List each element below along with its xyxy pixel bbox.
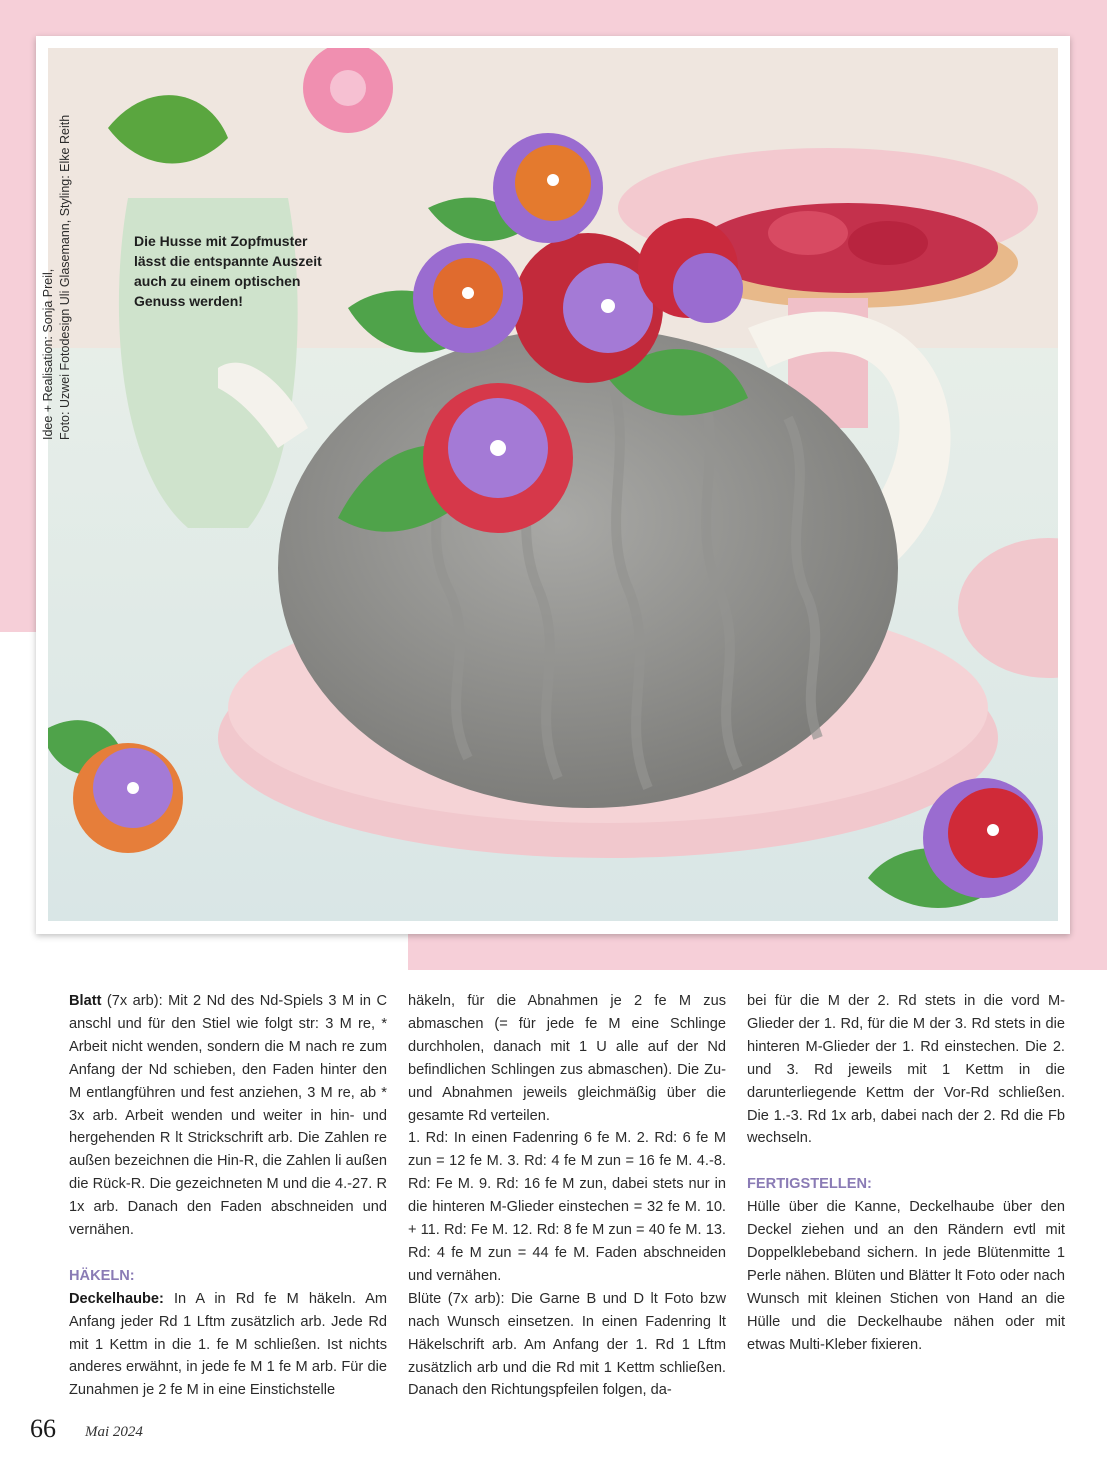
page-number: 66: [30, 1414, 56, 1443]
issue-date: Mai 2024: [85, 1424, 143, 1440]
rounds-paragraph: 1. Rd: In einen Fadenring 6 fe M. 2. Rd: 6 fe M zun = 12 fe M. 3. Rd: 4 fe M zun = 16 fe M. 4.-8. Rd: Fe M. 9. Rd: 16 fe M zun, dabei stets nur in die hinteren M-Glieder einstechen = 32 fe M. 10. + 11. Rd: Fe M. 12. Rd: 8 fe M zun = 40 fe M. 13. Rd: 4 fe M zun = 44 fe M. Faden abschneiden und vernähen.: [408, 1130, 726, 1284]
abnahmen-paragraph: häkeln, für die Abnahmen je 2 fe M zus abmaschen (= für jede fe M eine Schlinge durchholen, danach mit 1 U alle auf der Nd befindlichen Schlingen zus abmaschen). Die Zu- und Abnahmen jeweils gleichmäßig über die gesamte Rd verteilen.: [408, 993, 726, 1124]
photo-credit: [40, 20, 82, 440]
fertigstellen-heading: FERTIGSTELLEN:: [747, 1176, 872, 1193]
photo-caption: [134, 231, 354, 311]
photo-illustration: [48, 48, 1058, 921]
bluete-continued-paragraph: bei für die M der 2. Rd stets in die vord M-Glieder der 1. Rd, für die M der 3. Rd stets in die hinteren M-Glieder der 1. Rd einstechen. Die 2. und 3. Rd jeweils mit 1 Kettm in die darunterliegende Kettm der Vor-Rd schließen. Die 1.-3. Rd 1x arb, dabei nach der 2. Rd die Fb wechseln.: [747, 993, 1065, 1147]
caption-line: lässt die entspannte Auszeit: [134, 253, 322, 269]
credit-line-1: Idee + Realisation: Sonja Preil,: [41, 268, 55, 440]
blatt-label: Blatt: [69, 993, 102, 1009]
text-column-3: [747, 990, 1065, 1356]
deckelhaube-label: Deckelhaube:: [69, 1290, 164, 1307]
fertigstellen-paragraph: Hülle über die Kanne, Deckelhaube über den Deckel ziehen und an den Rändern evtl mit Doppelklebeband sichern. In jede Blütenmitte 1 Perle nähen. Blüten und Blätter lt Foto oder nach Wunsch mit kleinen Stichen von Hand an die Hülle und die Deckelhaube nähen oder mit etwas Multi-Kleber fixieren.: [747, 1199, 1065, 1353]
deckelhaube-text: In A in Rd fe M häkeln. Am Anfang jeder Rd 1 Lftm zusätzlich arb. Jede Rd mit 1 Kettm in die 1. fe M schließen. Ist nichts anderes erwähnt, in jede fe M 1 fe M arb. Für die Zunahmen je 2 fe M in eine Einstichstelle: [69, 1290, 387, 1399]
text-column-1: [69, 990, 387, 1402]
blatt-text: (7x arb): Mit 2 Nd des Nd-Spiels 3 M in C anschl und für den Stiel wie folgt str: 3 M re, * Arbeit nicht wenden, sondern die M nach re zum Anfang der Nd schieben, den Faden hinter den M entlangführen und fest anziehen, 3 M re, ab * 3x arb. Arbeit wenden und weiter in hin- und hergehenden R lt Strickschrift arb. Die Zahlen re außen bezeichnen die Hin-R, die Zahlen li außen die Rück-R. Die gezeichneten M und die 4.-27. R 1x arb. Danach den Faden abschneiden und vernähen.: [69, 993, 387, 1239]
photo-frame: [36, 36, 1070, 934]
caption-line: Genuss werden!: [134, 293, 243, 309]
haekeln-heading: HÄKELN:: [69, 1267, 135, 1284]
caption-line: Die Husse mit Zopfmuster: [134, 233, 308, 249]
credit-line-2: Foto: Uzwei Fotodesign Uli Glasemann, Styling: Elke Reith: [58, 114, 72, 440]
caption-line: auch zu einem optischen: [134, 273, 301, 289]
teapot-cozy-photo: [48, 48, 1058, 921]
deckelhaube-paragraph: [69, 1288, 387, 1403]
bluete-paragraph: Blüte (7x arb): Die Garne B und D lt Foto bzw nach Wunsch einsetzen. In einen Fadenring lt Häkelschrift arb. Am Anfang der 1. Rd 1 Lftm zusätzlich arb und die Rd mit 1 Kettm schließen. Danach den Richtungspfeilen folgen, da-: [408, 1290, 726, 1399]
blatt-paragraph: [69, 990, 387, 1242]
text-column-2: [408, 990, 726, 1402]
